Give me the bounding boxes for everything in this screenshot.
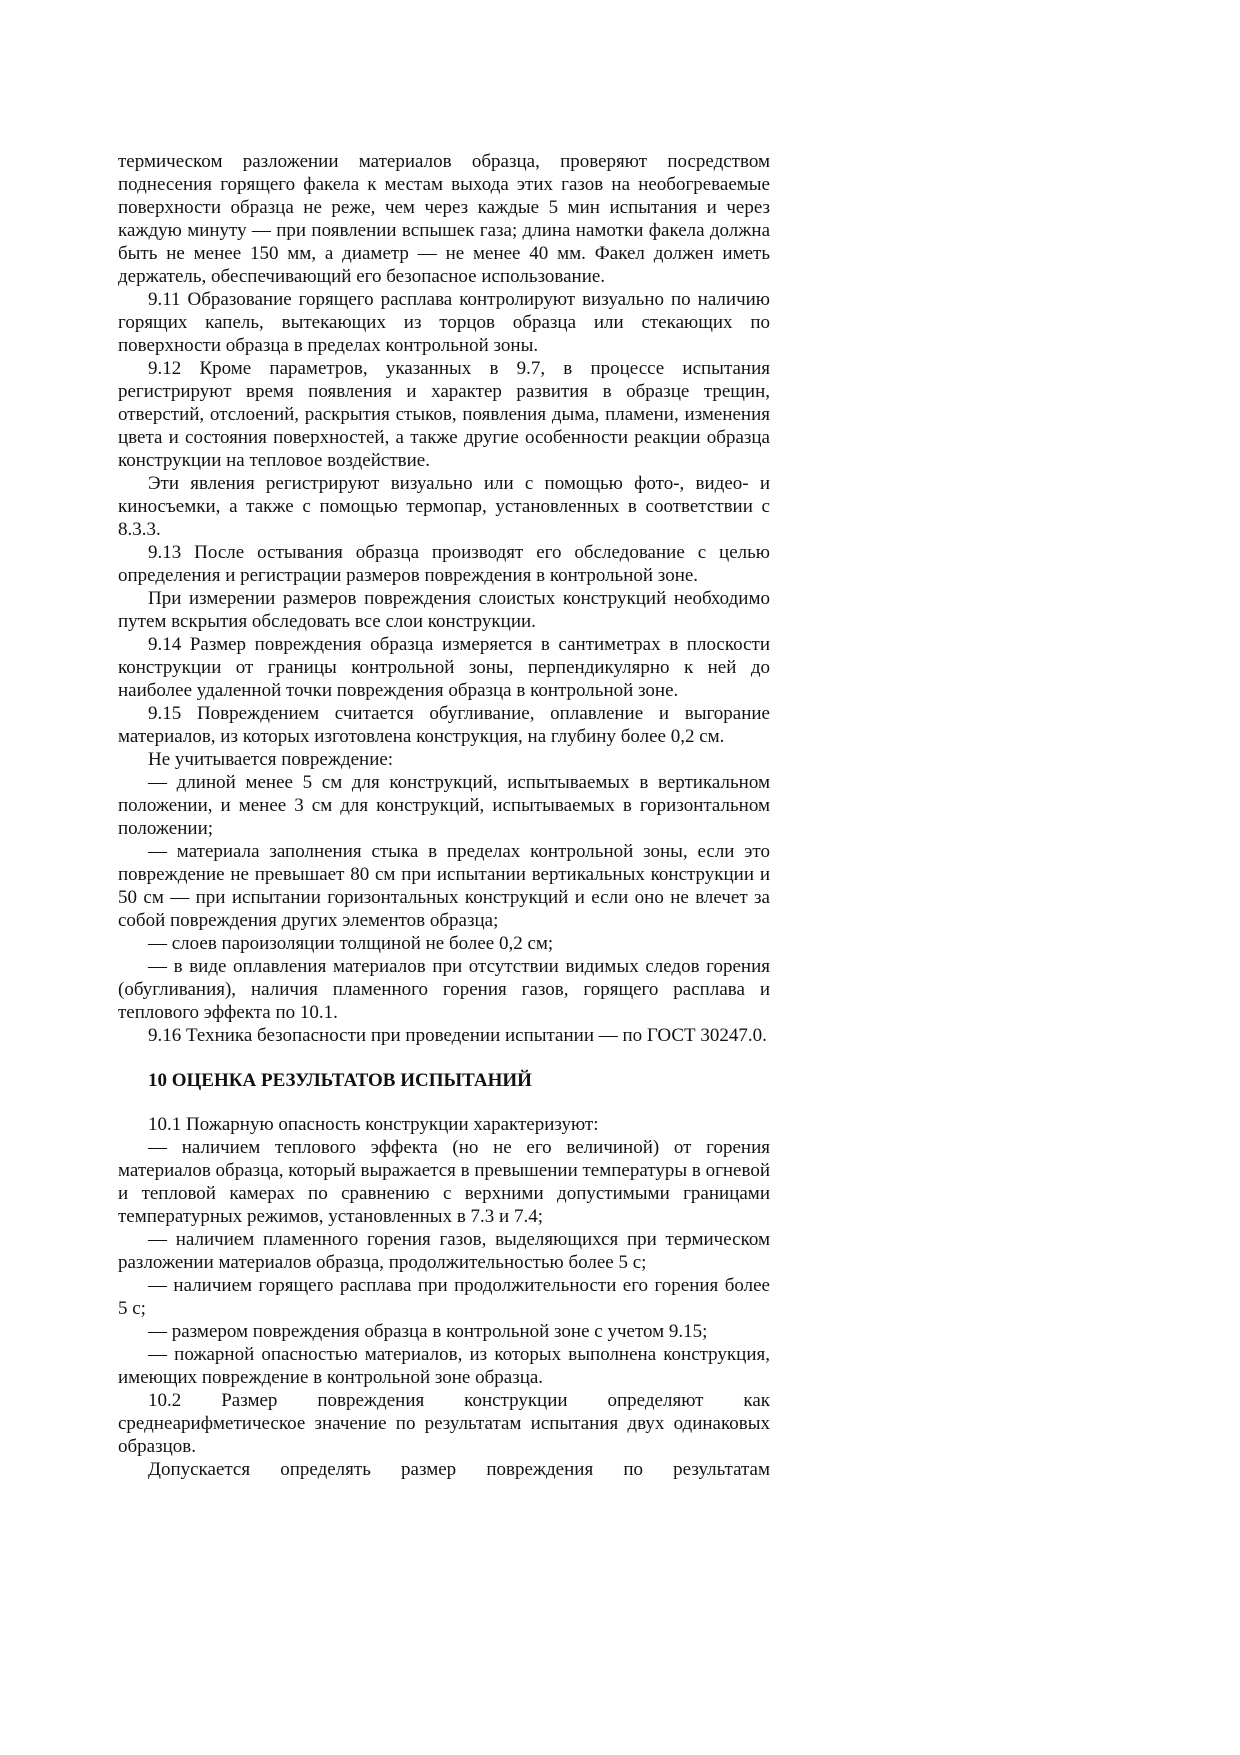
paragraph-9-15: 9.15 Повреждением считается обугливание, оплавление и выгорание материалов, из которых изготовлена конструкция, на глубину более 0,2 см. bbox=[118, 703, 770, 747]
list-item-joint-material: — материала заполнения стыка в пределах контрольной зоны, если это повреждение не превышает 80 см при испытании вертикальных конструкции и 50 см — при испытании горизонтальных конструкций и если оно не влечет за собой повреждения других элементов образца; bbox=[118, 841, 770, 931]
list-item-flame-burning: — наличием пламенного горения газов, выделяющихся при термическом разложении материалов образца, продолжительностью более 5 с; bbox=[118, 1229, 770, 1273]
paragraph-10-2: 10.2 Размер повреждения конструкции определяют как среднеарифметическое значение по результатам испытания двух одинаковых образцов. bbox=[118, 1390, 770, 1457]
paragraph-10-1: 10.1 Пожарную опасность конструкции характеризуют: bbox=[148, 1114, 599, 1135]
paragraph-continuation: термическом разложении материалов образца, проверяют посредством поднесения горящего факела к местам выхода этих газов на необогреваемые поверхности образца не реже, чем через каждые 5 мин испытания и через каждую минуту — при появлении вспышек газа; длина намотки факела должна быть не менее 150 мм, а диаметр — не менее 40 мм. Факел должен иметь держатель, обеспечивающий его безопасное использование. bbox=[118, 151, 770, 287]
list-item-melting: — в виде оплавления материалов при отсутствии видимых следов горения (обугливания), наличия пламенного горения газов, горящего расплава и теплового эффекта по 10.1. bbox=[118, 956, 770, 1023]
list-item-heat-effect: — наличием теплового эффекта (но не его величиной) от горения материалов образца, который выражается в превышении температуры в огневой и тепловой камерах по сравнению с верхними допустимыми границами температурных режимов, установленных в 7.3 и 7.4; bbox=[118, 1137, 770, 1227]
paragraph-9-14: 9.14 Размер повреждения образца измеряется в сантиметрах в плоскости конструкции от границы контрольной зоны, перпендикулярно к ней до наиболее удаленной точки повреждения образца в контрольной зоне. bbox=[118, 634, 770, 701]
section-heading: 10 ОЦЕНКА РЕЗУЛЬТАТОВ ИСПЫТАНИЙ bbox=[148, 1070, 532, 1091]
paragraph-9-12-registration: Эти явления регистрируют визуально или с помощью фото-, видео- и киносъемки, а также с помощью термопар, установленных в соответствии с 8.3.3. bbox=[118, 473, 770, 540]
paragraph-9-13-layers: При измерении размеров повреждения слоистых конструкций необходимо путем вскрытия обследовать все слои конструкции. bbox=[118, 588, 770, 632]
paragraph-9-15-not-counted: Не учитывается повреждение: bbox=[148, 749, 394, 770]
paragraph-10-2-allowed: Допускается определять размер повреждения по результатам bbox=[148, 1459, 770, 1480]
paragraph-9-13: 9.13 После остывания образца производят его обследование с целью определения и регистрации размеров повреждения в контрольной зоне. bbox=[118, 542, 770, 586]
document-page bbox=[118, 150, 770, 1481]
paragraphs-after bbox=[118, 1113, 770, 1481]
list-item-damage-size: — размером повреждения образца в контрольной зоне с учетом 9.15; bbox=[148, 1321, 708, 1342]
paragraph-9-16: 9.16 Техника безопасности при проведении испытании — по ГОСТ 30247.0. bbox=[148, 1025, 767, 1046]
list-item-burning-melt: — наличием горящего расплава при продолжительности его горения более 5 с; bbox=[118, 1275, 770, 1319]
paragraph-9-12: 9.12 Кроме параметров, указанных в 9.7, в процессе испытания регистрируют время появления и характер развития в образце трещин, отверстий, отслоений, раскрытия стыков, появления дыма, пламени, изменения цвета и состояния поверхностей, а также другие особенности реакции образца конструкции на тепловое воздействие. bbox=[118, 358, 770, 471]
list-item-length: — длиной менее 5 см для конструкций, испытываемых в вертикальном положении, и менее 3 см для конструкций, испытываемых в горизонтальном положении; bbox=[118, 772, 770, 839]
paragraphs-before bbox=[118, 150, 770, 1047]
paragraph-9-11: 9.11 Образование горящего расплава контролируют визуально по наличию горящих капель, вытекающих из торцов образца или стекающих по поверхности образца в пределах контрольной зоны. bbox=[118, 289, 770, 356]
list-item-material-hazard: — пожарной опасностью материалов, из которых выполнена конструкция, имеющих повреждение в контрольной зоне образца. bbox=[118, 1344, 770, 1388]
list-item-vapor-barrier: — слоев пароизоляции толщиной не более 0,2 см; bbox=[148, 933, 554, 954]
